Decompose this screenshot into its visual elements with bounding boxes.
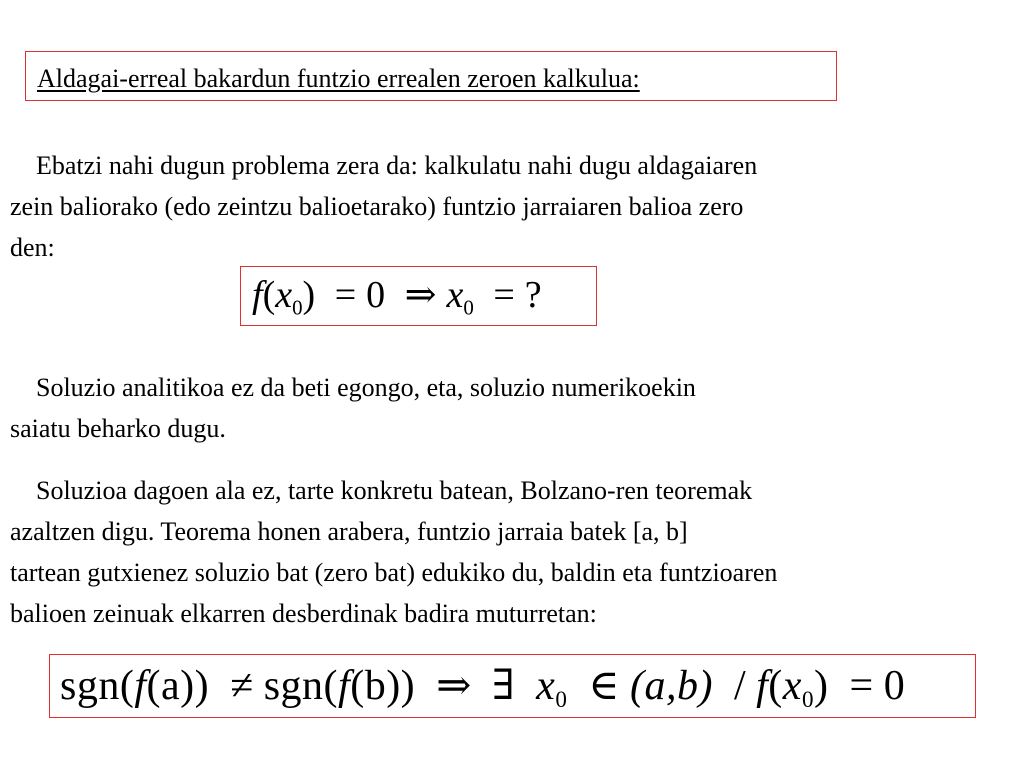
formula2-sub3: 0 <box>801 686 814 713</box>
paragraph-bolzano <box>10 470 1020 634</box>
formula2-sgn2: sgn( <box>263 663 339 709</box>
formula1-open: ( <box>262 274 276 316</box>
paragraph-bolzano-text: Soluzioa dagoen ala ez, tarte konkretu batean, Bolzano-ren teoremak azaltzen digu. Teorema honen arabera, funtzio jarraia batek [a, b] tartean gutxienez soluzio bat (zero bat) edukiko du, baldin eta funtzioaren balioen zeinuak elkarren desberdinak badira muturretan: <box>10 476 778 628</box>
formula2-equals: = <box>849 663 874 709</box>
formula2-f1: f <box>134 663 147 709</box>
formula2-implies: ⇒ <box>436 663 472 709</box>
formula2-x3: x <box>782 663 802 709</box>
title-box <box>25 51 837 101</box>
formula-bolzano-expression <box>60 661 905 724</box>
formula2-slash: / <box>733 663 747 709</box>
formula1-zero: 0 <box>366 274 386 316</box>
formula2-sub: 0 <box>555 686 568 713</box>
formula-zero-problem <box>240 266 597 326</box>
formula2-neq: ≠ <box>230 663 254 709</box>
formula2-interval: (a,b) <box>629 663 713 709</box>
formula2-arg1: (a)) <box>146 663 210 709</box>
paragraph-problem <box>10 145 1020 268</box>
formula2-sgn1: sgn( <box>60 663 135 709</box>
formula2-zero: 0 <box>883 663 906 709</box>
formula2-x: x <box>536 663 556 709</box>
paragraph-problem-text: Ebatzi nahi dugun problema zera da: kalkulatu nahi dugu aldagaiaren zein baliorako (edo zeintzu balioetarako) funtzio jarraiaren balioa zero den: <box>10 151 758 262</box>
formula-zero-problem-expression <box>252 272 542 330</box>
formula1-implies: ⇒ <box>404 274 437 316</box>
paragraph-analytic-text: Soluzio analitikoa ez da beti egongo, eta, soluzio numerikoekin saiatu beharko dugu. <box>10 373 696 443</box>
paragraph-analytic <box>10 367 1020 449</box>
formula1-x2: x <box>446 274 464 316</box>
slide-title: Aldagai-erreal bakardun funtzio errealen zeroen kalkulua: <box>37 64 640 93</box>
formula2-arg2: (b)) <box>350 663 416 709</box>
formula2-f2: f <box>338 663 351 709</box>
formula-bolzano <box>49 654 976 718</box>
formula2-open: ( <box>768 663 783 709</box>
formula1-equals2: = <box>493 274 515 316</box>
formula1-f: f <box>252 274 263 316</box>
formula2-f3: f <box>756 663 769 709</box>
formula1-sub: 0 <box>292 295 303 320</box>
formula1-question: ? <box>524 274 542 316</box>
formula1-equals: = <box>334 274 357 316</box>
formula2-in: ∈ <box>588 663 620 709</box>
formula2-exists: ∃ <box>491 663 516 709</box>
formula1-x: x <box>275 274 293 316</box>
formula1-close: ) <box>302 274 316 316</box>
formula1-sub2: 0 <box>463 295 474 320</box>
formula2-close: ) <box>814 663 829 709</box>
